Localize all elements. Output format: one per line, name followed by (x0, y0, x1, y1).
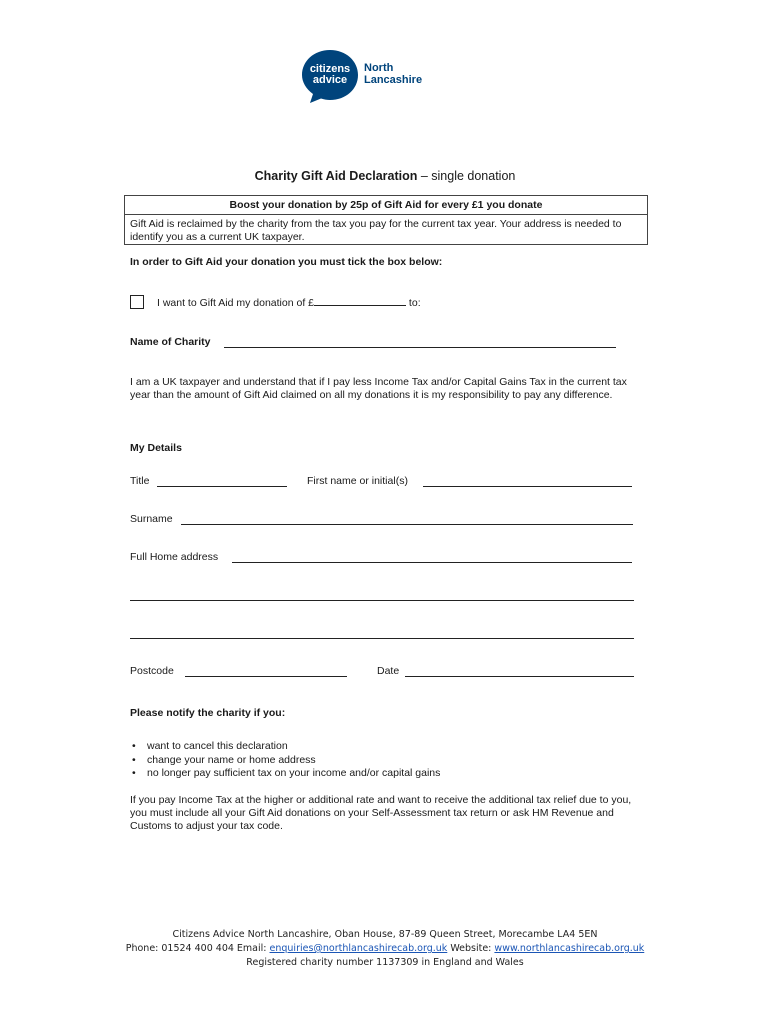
list-item: • change your name or home address (130, 754, 440, 768)
footer-registration: Registered charity number 1137309 in England and Wales (246, 957, 524, 968)
checkbox-label (157, 295, 421, 310)
notify-heading: Please notify the charity if you: (130, 707, 286, 719)
surname-label: Surname (130, 513, 173, 525)
postcode-field[interactable] (185, 676, 347, 677)
footer-website-prefix: Website: (447, 943, 495, 954)
footer-phone: Phone: 01524 400 404 Email: (125, 943, 270, 954)
info-box (124, 195, 648, 245)
footer-website-link[interactable]: www.northlancashirecab.org.uk (494, 943, 645, 954)
charity-name-field[interactable] (224, 347, 616, 348)
title-label: Title (130, 475, 150, 487)
title-bold: Charity Gift Aid Declaration (254, 169, 418, 183)
list-item: • no longer pay sufficient tax on your income and/or capital gains (130, 767, 440, 781)
title-rest: – single donation (417, 169, 516, 183)
logo-side-text: North Lancashire (364, 62, 423, 86)
checkbox-label-before: I want to Gift Aid my donation of £ (157, 297, 315, 309)
declaration-text: I am a UK taxpayer and understand that if I pay less Income Tax and/or Capital Gains Tax in the current tax year than the amount of Gift Aid claimed on all my donations it is my responsibility to pay any difference. (130, 376, 627, 401)
address-label: Full Home address (130, 551, 219, 563)
footer-address: Citizens Advice North Lancashire, Oban House, 87-89 Queen Street, Morecambe LA4 5EN (172, 929, 598, 940)
instruction-text: In order to Gift Aid your donation you must tick the box below: (130, 256, 443, 268)
date-label: Date (377, 665, 400, 677)
surname-field[interactable] (181, 524, 633, 525)
list-item: • want to cancel this declaration (130, 740, 440, 754)
logo-bubble-text: citizens advice (309, 63, 351, 86)
postcode-label: Postcode (130, 665, 174, 677)
address-field-line2[interactable] (130, 600, 634, 601)
firstname-label: First name or initial(s) (307, 475, 408, 487)
checkbox-label-after: to: (406, 297, 421, 309)
date-field[interactable] (405, 676, 634, 677)
citizens-advice-logo (300, 48, 430, 104)
charity-name-label: Name of Charity (130, 336, 211, 348)
info-box-body: Gift Aid is reclaimed by the charity from the tax you pay for the current tax year. Your address is needed to identify you as a current UK taxpayer. (130, 218, 622, 243)
notify-list (130, 740, 440, 781)
higher-rate-text: If you pay Income Tax at the higher or additional rate and want to receive the additional tax relief due to you, you must include all your Gift Aid donations on your Self-Assessment tax return or ask HM Revenue and Customs to adjust your tax code. (130, 794, 632, 832)
my-details-heading: My Details (130, 442, 182, 454)
footer-contact (0, 942, 770, 956)
title-field[interactable] (157, 486, 287, 487)
info-box-heading: Boost your donation by 25p of Gift Aid for every £1 you donate (125, 196, 647, 215)
page-title (0, 169, 770, 183)
footer-email-link[interactable]: enquiries@northlancashirecab.org.uk (269, 943, 448, 954)
donation-amount-field[interactable] (314, 295, 406, 306)
firstname-field[interactable] (423, 486, 632, 487)
address-field-line1[interactable] (232, 562, 632, 563)
footer (0, 928, 770, 970)
address-field-line3[interactable] (130, 638, 634, 639)
gift-aid-checkbox[interactable] (130, 295, 144, 309)
